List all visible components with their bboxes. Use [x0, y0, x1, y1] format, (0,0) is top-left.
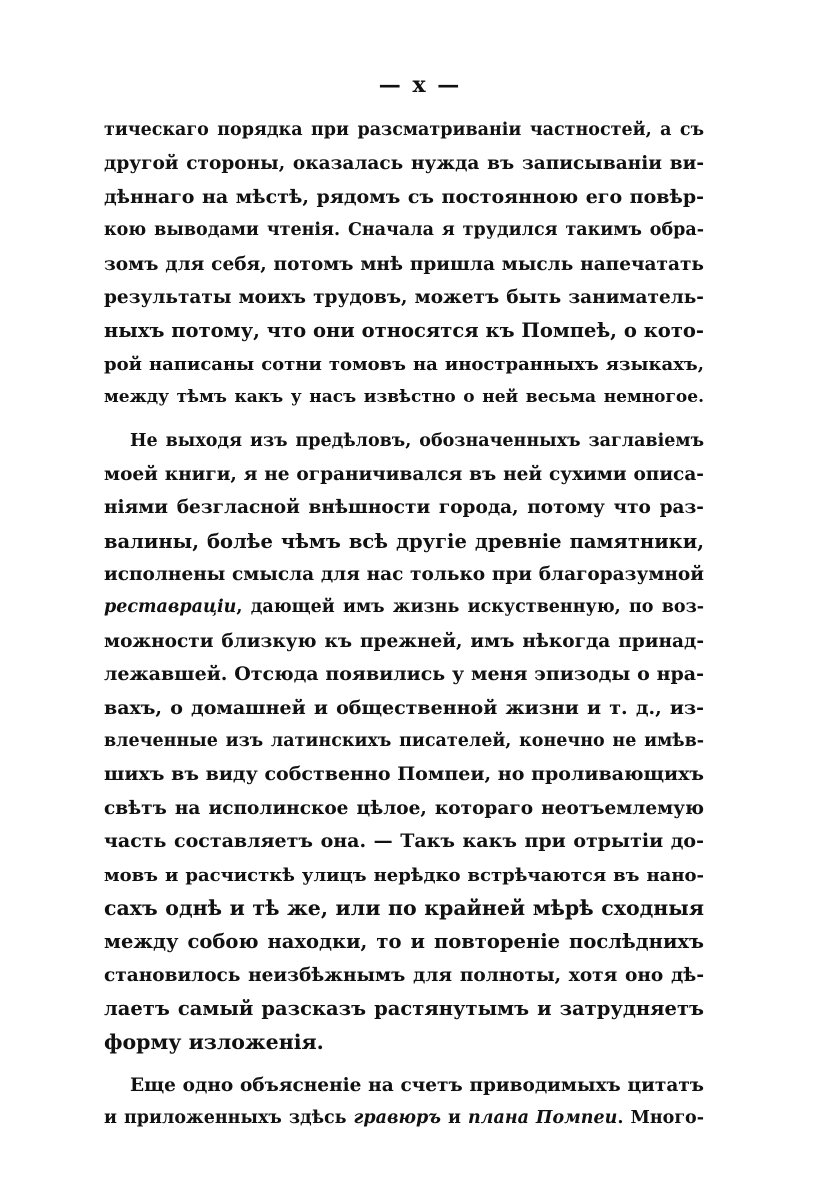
text-line: становилось неизбѣжнымъ для полноты, хотя оно дѣ- — [104, 964, 704, 986]
text-line: форму изложенiя. — [104, 1029, 324, 1054]
text-line: можности близкую къ прежней, имъ нѣкогда принад- — [104, 630, 704, 652]
text-line: Еще одно объясненiе на счетъ приводимыхъ цитатъ — [130, 1074, 704, 1096]
text-line: ныхъ потому, что они относятся къ Помпеѣ, о кото- — [104, 319, 704, 343]
page-body — [104, 114, 704, 1136]
text-line: лежавшей. Отсюда появились у меня эпизоды о нра- — [104, 663, 704, 686]
text-line: результаты моихъ трудовъ, можетъ быть заниматель- — [104, 286, 704, 308]
text-line: тическаго порядка при разсматриванiи частностей, а съ — [104, 120, 704, 140]
text-line: часть составляетъ она. — Такъ какъ при отрытiи до- — [104, 830, 704, 853]
text-line: мовъ и расчисткѣ улицъ нерѣдко встрѣчаются въ нано- — [104, 864, 704, 886]
page-number-header: — x — — [378, 72, 462, 98]
text-line: лаетъ самый разсказъ растянутымъ и затрудняетъ — [104, 997, 704, 1021]
text-line-with-italics — [104, 1102, 704, 1135]
text-line: между собою находки, то и повторенiе послѣднихъ — [104, 930, 704, 954]
text-line: другой стороны, оказалась нужда въ записыванiи ви- — [104, 153, 704, 175]
text-line: рой написаны сотни томовъ на иностранныхъ языкахъ, — [104, 353, 704, 375]
text-line: шихъ въ виду собственно Помпеи, но проливающихъ — [104, 763, 704, 786]
italic-phrase: плана Помпеи — [467, 1108, 618, 1129]
text-line: зомъ для себя, потомъ мнѣ пришла мысль напечатать — [104, 253, 704, 275]
text-line: Не выходя изъ предѣловъ, обозначенныхъ заглавiемъ — [130, 430, 704, 451]
text-fragment: . Много- — [617, 1108, 704, 1129]
text-fragment: , дающей имъ жизнь искуственную, по воз- — [236, 597, 704, 618]
text-line: кою выводами чтенiя. Сначала я трудился такимъ обра- — [104, 220, 704, 241]
text-line: моей книги, я не ограничивался въ ней сухими описа- — [104, 463, 704, 485]
text-line-italic-start — [104, 591, 704, 624]
text-line: нiями безгласной внѣшности города, потому что раз- — [104, 497, 704, 519]
text-line: между тѣмъ какъ у насъ извѣстно о ней весьма немногое. — [104, 387, 704, 408]
italic-word: реставрацiи — [104, 597, 237, 618]
text-line: исполнены смысла для нас только при благоразумной — [104, 564, 704, 586]
text-line: влеченные изъ латинскихъ писателей, конечно не имѣв- — [104, 731, 704, 752]
text-line: свѣтъ на исполинское цѣлое, котораго неотъемлемую — [104, 797, 704, 819]
italic-word: гравюръ — [353, 1108, 441, 1129]
text-fragment: и приложенныхъ здѣсь — [104, 1108, 354, 1129]
text-line: сахъ однѣ и тѣ же, или по крайней мѣрѣ сходныя — [104, 895, 704, 920]
text-line: вахъ, о домашней и общественной жизни и т. д., из- — [104, 696, 704, 719]
text-line: дѣннаго на мѣстѣ, рядомъ съ постоянною его повѣр- — [104, 185, 704, 208]
text-fragment: и — [440, 1108, 468, 1129]
text-line: валины, болѣе чѣмъ всѣ другiе древнiе памятники, — [104, 529, 704, 553]
